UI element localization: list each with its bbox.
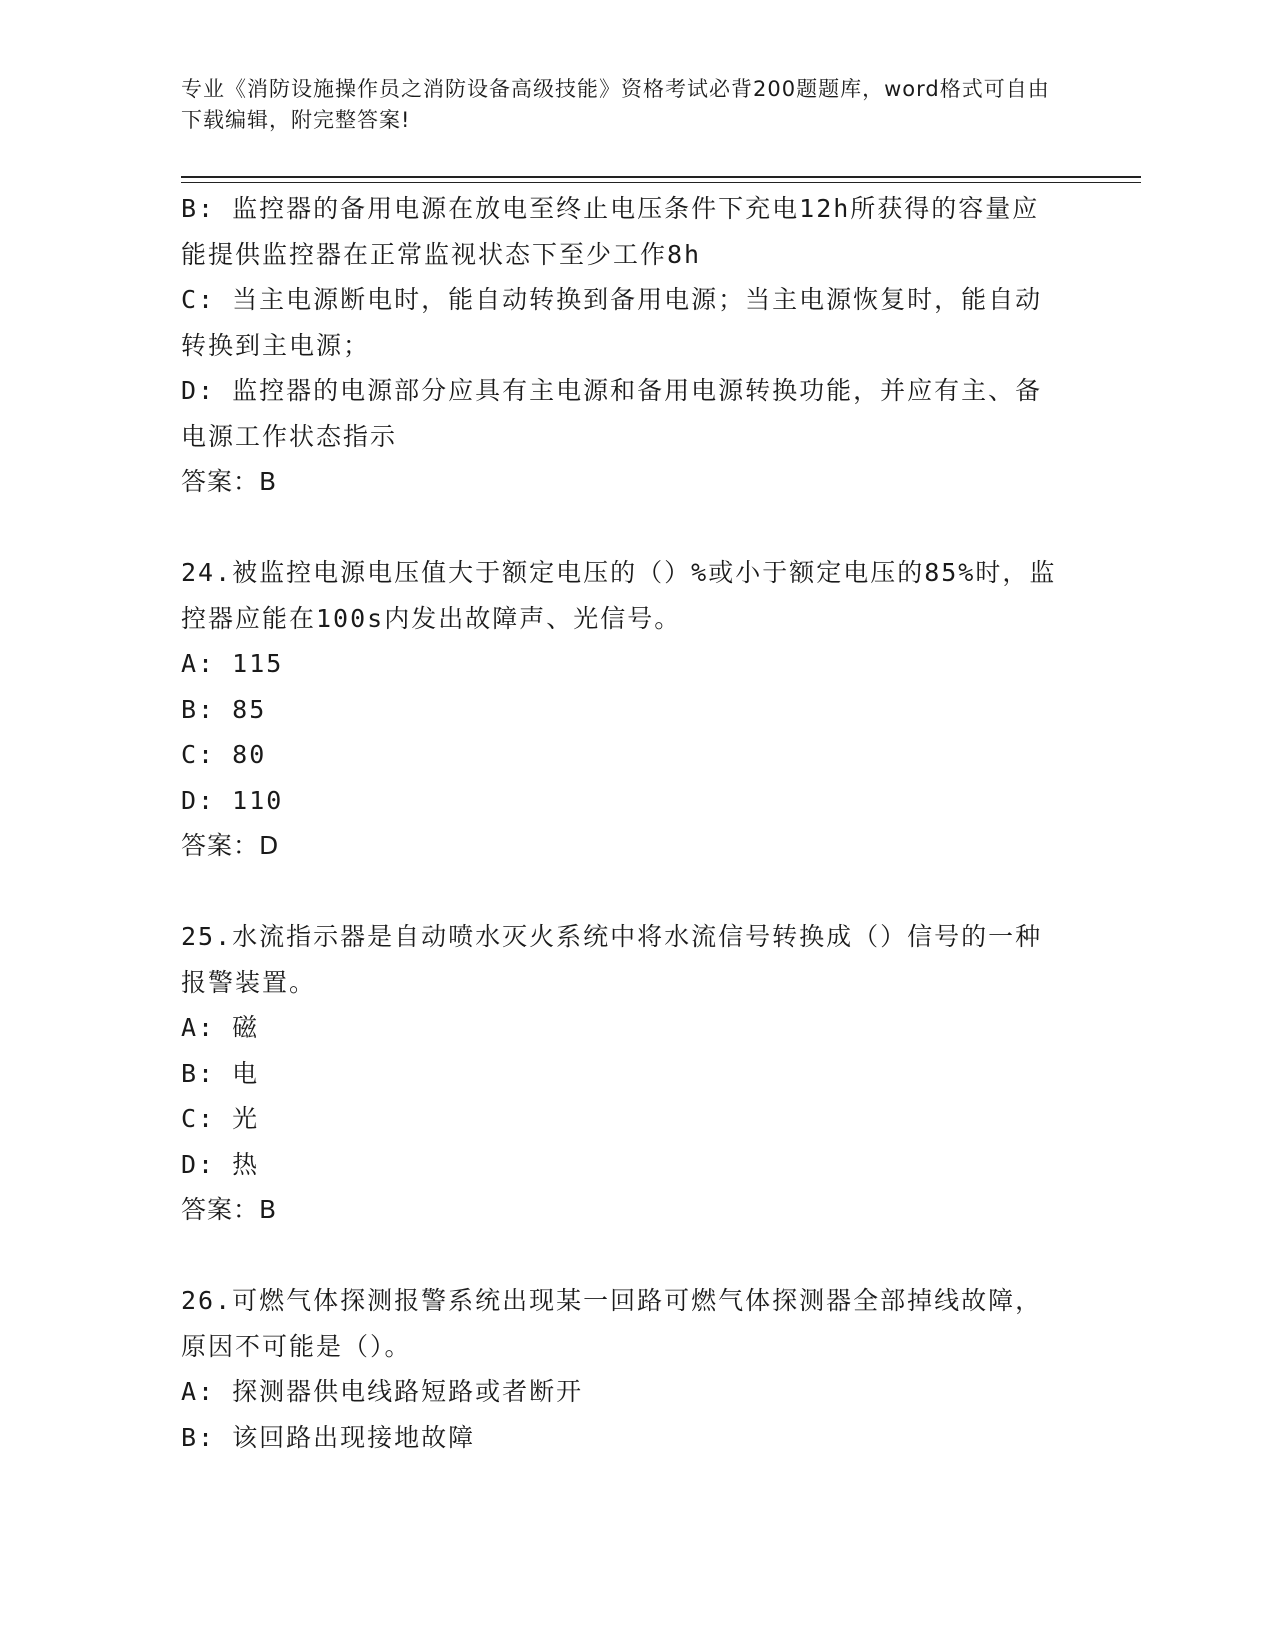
question-26 xyxy=(181,1278,1061,1460)
header-divider-thick xyxy=(181,176,1141,178)
option-a: A: 磁 xyxy=(181,1013,260,1042)
question-24 xyxy=(181,550,1061,869)
header-divider-thin xyxy=(181,182,1141,183)
answer-line: 答案：D xyxy=(181,831,280,860)
option-a: A: 探测器供电线路短路或者断开 xyxy=(181,1377,584,1406)
option-c: C: 80 xyxy=(181,740,267,769)
document-header xyxy=(181,74,1061,136)
question-25 xyxy=(181,914,1061,1233)
question-23-continued xyxy=(181,186,1061,505)
document-title: 专业《消防设施操作员之消防设备高级技能》资格考试必背200题题库，word格式可自由下载编辑，附完整答案! xyxy=(181,77,1050,132)
question-content xyxy=(181,186,1061,1460)
option-d: D: 监控器的电源部分应具有主电源和备用电源转换功能，并应有主、备电源工作状态指示 xyxy=(181,376,1043,451)
option-c: C: 当主电源断电时，能自动转换到备用电源；当主电源恢复时，能自动转换到主电源； xyxy=(181,285,1043,360)
option-a: A: 115 xyxy=(181,649,284,678)
question-text: 26.可燃气体探测报警系统出现某一回路可燃气体探测器全部掉线故障，原因不可能是（）。 xyxy=(181,1286,1043,1361)
option-d: D: 热 xyxy=(181,1149,260,1179)
option-d: D: 110 xyxy=(181,785,284,815)
option-b: B: 85 xyxy=(181,694,267,724)
answer-line: 答案：B xyxy=(181,467,278,496)
option-b: B: 电 xyxy=(181,1058,260,1088)
option-b: B: 该回路出现接地故障 xyxy=(181,1422,476,1452)
question-text: 24.被监控电源电压值大于额定电压的（）%或小于额定电压的85%时，监控器应能在100s内发出故障声、光信号。 xyxy=(181,558,1057,633)
answer-line: 答案：B xyxy=(181,1195,278,1224)
option-b: B: 监控器的备用电源在放电至终止电压条件下充电12h所获得的容量应能提供监控器在正常监视状态下至少工作8h xyxy=(181,194,1040,269)
option-c: C: 光 xyxy=(181,1104,260,1133)
question-text: 25.水流指示器是自动喷水灭火系统中将水流信号转换成（）信号的一种报警装置。 xyxy=(181,922,1043,997)
